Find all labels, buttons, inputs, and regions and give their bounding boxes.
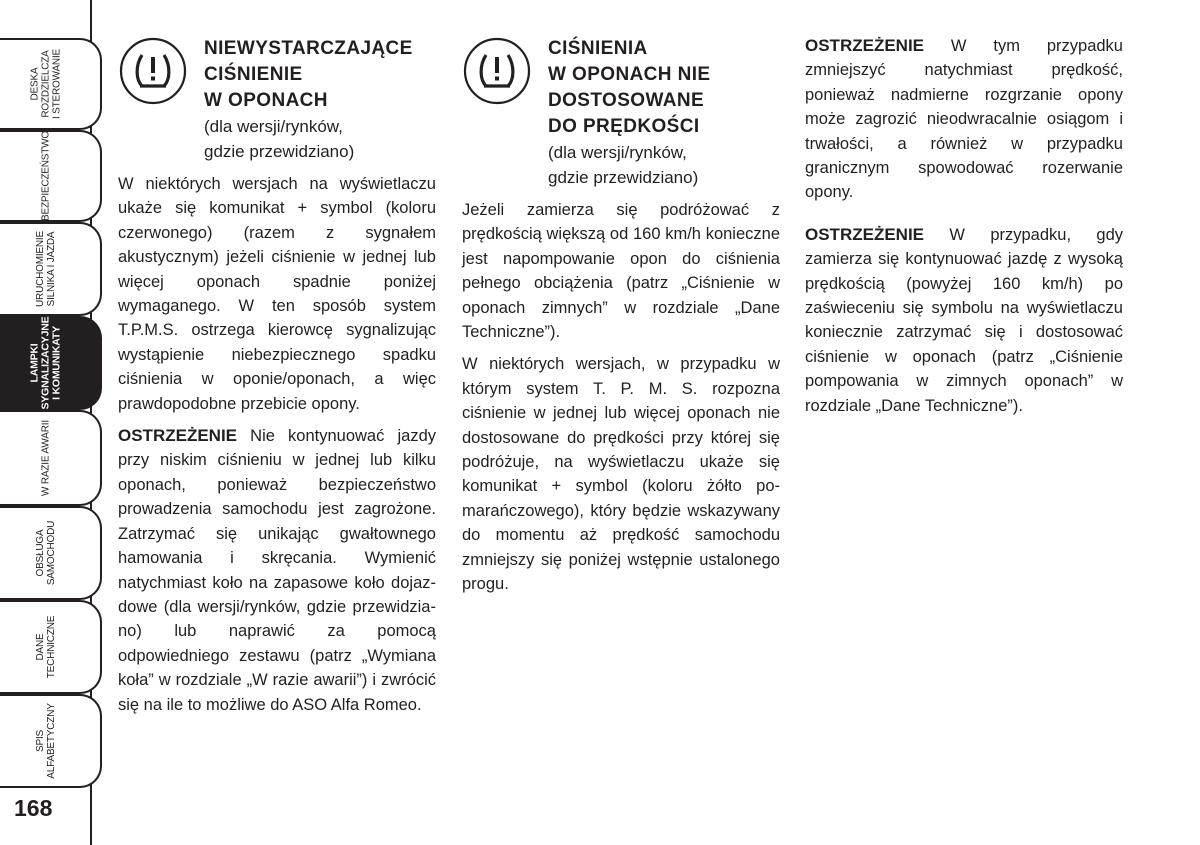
section-header [118,34,436,164]
tab-spis-alfabetyczny[interactable] [0,694,102,788]
tab-label: DESKA ROZDZIELCZA I STEROWANIE [29,48,63,120]
tire-pressure-warning-icon [462,36,532,106]
warning-label: OSTRZEŻENIE [118,426,238,446]
warning-text: W tym przypadku zmniejszyć natychmiast prędkość, ponieważ nadmierne rozgrzanie opony może zagrozić nieodwracalnie osiągom i trwałości, a również w przypadku granicznym spowodować rozerwanie opony. [805,37,1123,202]
warning-label: OSTRZEŻENIE [805,36,925,55]
tab-obsluga-samochodu[interactable] [0,506,102,600]
tab-label: LAMPKI SYGNALIZACYJNE I KOMUNIKATY [28,316,63,410]
page-number: 168 [14,795,53,821]
tab-label: SPIS ALFABETYCZNY [35,703,57,779]
section-subtitle: (dla wersji/rynków, gdzie przewidziano) [548,143,699,187]
body-paragraph: W niektórych wersjach, w przypadku w którym system T. P. M. S. rozpozna ciśnienie w jednej lub więcej oponach nie dostosowane do prędkości przy której się podróżuje, na wyświetlaczu ukaże się komunikat + symbol (koloru żółto pomarańczowego), który będzie wskazywany do momentu aż prędkość samochodu zmniejszy się poniżej wstępnie ustalonego progu. [462,355,780,594]
tab-label: BEZPIECZEŃSTWO [40,131,52,221]
warning-paragraph [118,424,436,717]
tab-deska-rozdzielcza[interactable] [0,38,102,130]
warning-paragraph [805,223,1123,418]
warning-text: Nie kontynuować jazdy przy niskim ciśnieniu w jednej lub kilku oponach, ponieważ bezpieczeństwo prowadzenia samochodu jest zagrożone. Zatrzymać się unikając gwałtownego hamowania i skręcania. Wymienić natychmiast koło na zapasowe koło dojazdowe (dla wersji/rynków, gdzie przewidziano) lub naprawić za pomocą odpowiedniego zestawu (patrz „Wymiana koła” w rozdziale „W razie awarii”) i zwrócić się na ile to możliwe do ASO Alfa Romeo. [118,427,436,714]
tab-w-razie-awarii[interactable] [0,410,102,506]
tab-label: URUCHOMIENIE SILNIKA I JAZDA [35,231,57,307]
warning-paragraph [805,34,1123,205]
column-1 [118,34,436,717]
section-subtitle: (dla wersji/rynków, gdzie przewidziano) [204,117,355,161]
section-title: CIŚNIENIA W OPONACH NIE DOSTOSOWANE DO PRĘDKOŚCI [548,38,711,137]
tire-pressure-warning-icon [118,36,188,106]
tab-dane-techniczne[interactable] [0,600,102,694]
tab-label: DANE TECHNICZNE [35,615,57,679]
section-header [462,34,780,190]
column-3 [805,34,1123,418]
chapter-sidebar [0,0,105,845]
tab-lampki-sygnalizacyjne[interactable] [0,316,102,410]
tab-label: OBSŁUGA SAMOCHODU [35,520,57,586]
body-paragraph: W niektórych wersjach na wyświetlaczu ukaże się komunikat + symbol (koloru czerwonego) (razem z sygnałem akustycznym) jeżeli ciśnienie w jednej lub więcej oponach spadnie poniżej wymaganego. W ten sposób system T.P.M.S. ostrzega kierowcę sygnalizując wystąpienie niebezpiecznego spadku ciśnienia w oponie/oponach, a więc prawdopodobne przebicie opony. [118,175,436,413]
warning-label: OSTRZEŻENIE [805,224,925,244]
body-paragraph: Jeżeli zamierza się podróżować z prędkością większą od 160 km/h konieczne jest napompowanie opon do ciśnienia pełnego obciążenia (patrz „Ciśnienie w oponach zimnych” w rozdziale „Dane Techniczne”). [462,201,780,342]
tab-uruchomienie[interactable] [0,222,102,316]
warning-text: W przypadku, gdy zamierza się kontynuować jazdę z wysoką prędkością (powyżej 160 km/h) po zaświeceniu się symbolu na wyświetlaczu koniecznie zatrzymać się i dostosować ciśnienie w oponach (patrz „Ciśnienie pompowania w zimnych oponach” w rozdziale „Dane Techniczne”). [805,225,1123,415]
tab-label: W RAZIE AWARII [40,420,52,496]
tab-bezpieczenstwo[interactable] [0,130,102,222]
section-title: NIEWYSTARCZAJĄCE CIŚNIENIE W OPONACH [204,38,413,111]
column-2 [462,34,780,597]
